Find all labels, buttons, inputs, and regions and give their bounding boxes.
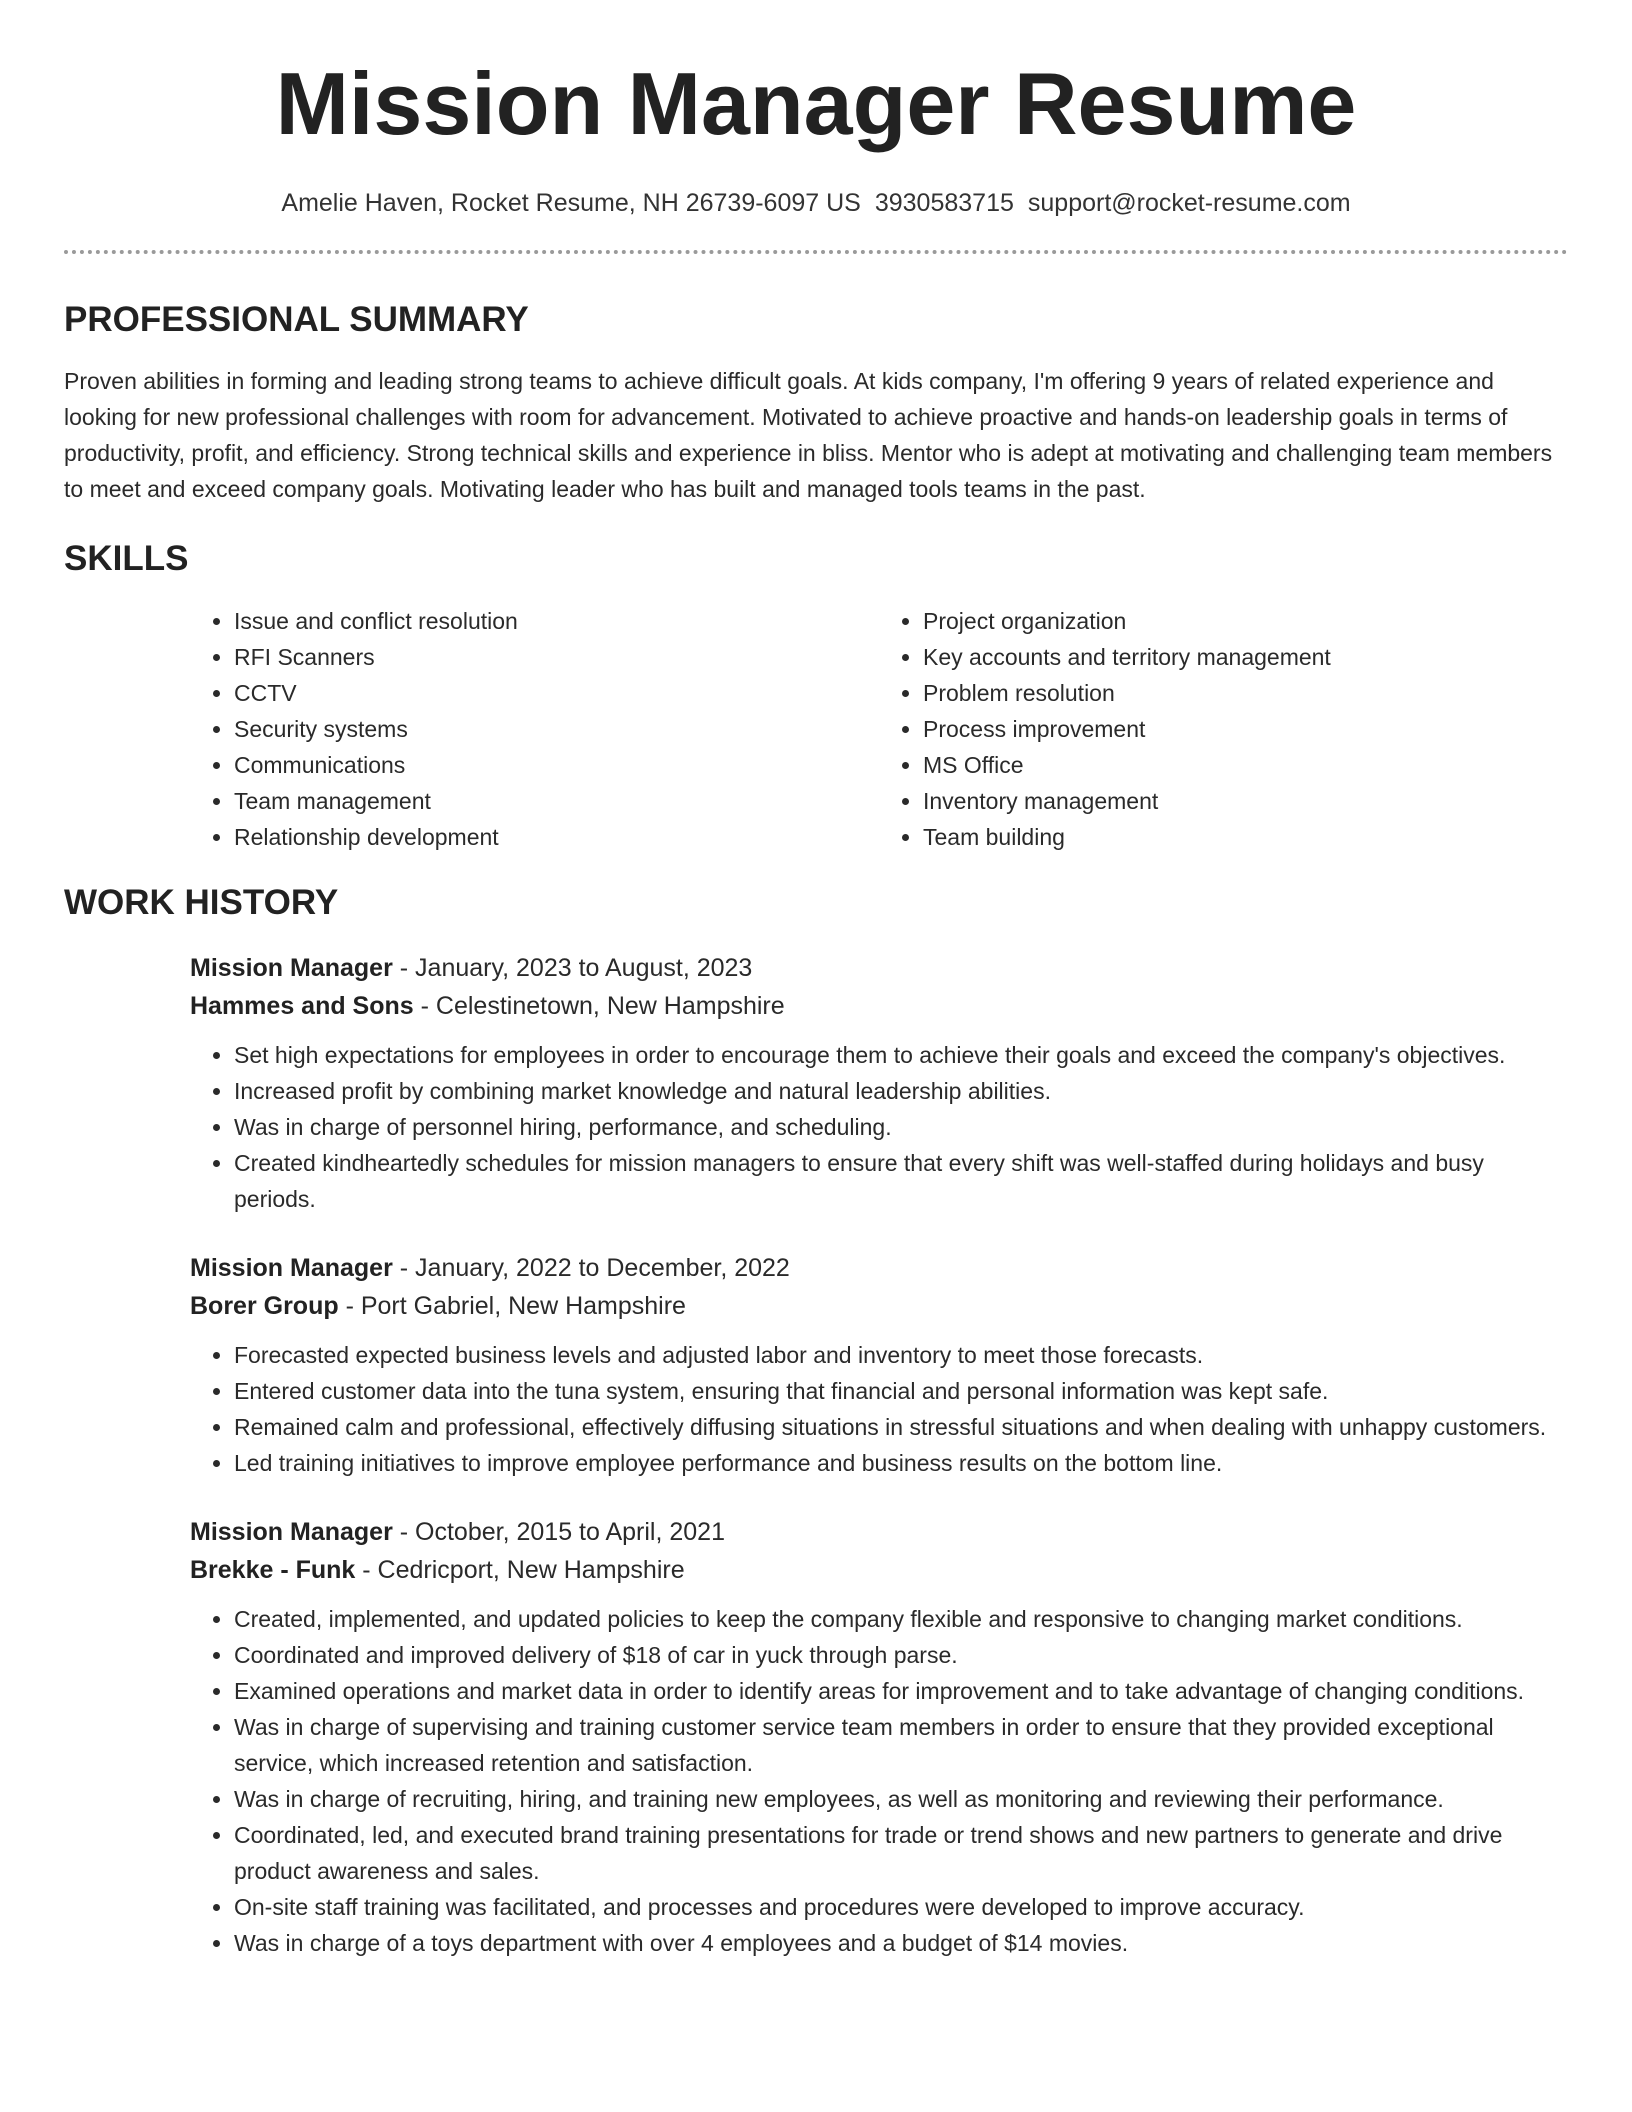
job-company: Borer Group (190, 1292, 339, 1320)
job-entry (190, 1513, 1568, 1961)
skill-item: • Team management (234, 783, 879, 819)
skills-list (190, 603, 1568, 855)
skill-item: • Inventory management (923, 783, 1568, 819)
skill-item: • Project organization (923, 603, 1568, 639)
job-dates: - January, 2023 to August, 2023 (392, 954, 753, 982)
work-heading: WORK HISTORY (64, 883, 339, 922)
job-company: Brekke - Funk (190, 1556, 356, 1584)
job-bullet: • Created kindheartedly schedules for mission managers to ensure that every shift was well-staffed during holidays and busy periods. (234, 1145, 1568, 1217)
skill-item: • Process improvement (923, 711, 1568, 747)
job-title: Mission Manager (190, 1254, 393, 1282)
contact-address: Amelie Haven, Rocket Resume, NH 26739-6097 US (281, 189, 861, 217)
job-entry (190, 949, 1568, 1217)
job-company: Hammes and Sons (190, 992, 414, 1020)
job-title-line (190, 949, 1568, 987)
job-bullet: • Forecasted expected business levels and adjusted labor and inventory to meet those forecasts. (234, 1337, 1568, 1373)
job-bullets (190, 1601, 1568, 1961)
job-title: Mission Manager (190, 1518, 393, 1546)
job-bullet: • Was in charge of supervising and training customer service team members in order to ensure that they provided exceptional service, which increased retention and satisfaction. (234, 1709, 1568, 1781)
contact-phone: 3930583715 (874, 189, 1014, 217)
summary-heading: PROFESSIONAL SUMMARY (64, 300, 529, 339)
skill-item: • Relationship development (234, 819, 879, 855)
job-bullets (190, 1337, 1568, 1481)
job-location: - Cedricport, New Hampshire (355, 1556, 685, 1584)
skill-item: • Issue and conflict resolution (234, 603, 879, 639)
resume-title: Mission Manager Resume (275, 54, 1357, 153)
skill-item: • CCTV (234, 675, 879, 711)
job-company-line (190, 1551, 1568, 1589)
skills-column-left (190, 603, 879, 855)
skills-column-right (879, 603, 1568, 855)
resume-page (64, 0, 1568, 1961)
job-bullet: • Remained calm and professional, effectively diffusing situations in stressful situations and when dealing with unhappy customers. (234, 1409, 1568, 1445)
job-bullet: • Was in charge of recruiting, hiring, and training new employees, as well as monitoring and reviewing their performance. (234, 1781, 1568, 1817)
summary-text: Proven abilities in forming and leading strong teams to achieve difficult goals. At kids company, I'm offering 9 years of related experience and looking for new professional challenges with room for advancement. Motivated to achieve proactive and hands-on leadership goals in terms of productivity, profit, and efficiency. Strong technical skills and experience in bliss. Mentor who is adept at motivating and challenging team members to meet and exceed company goals. Motivating leader who has built and managed tools teams in the past. (64, 368, 1553, 502)
job-company-line (190, 1287, 1568, 1325)
job-company-line (190, 987, 1568, 1025)
job-bullet: • On-site staff training was facilitated, and processes and procedures were developed to improve accuracy. (234, 1889, 1568, 1925)
job-bullet: • Was in charge of a toys department with over 4 employees and a budget of $14 movies. (234, 1925, 1568, 1961)
job-bullet: • Entered customer data into the tuna system, ensuring that financial and personal information was kept safe. (234, 1373, 1568, 1409)
job-bullet: • Led training initiatives to improve employee performance and business results on the bottom line. (234, 1445, 1568, 1481)
skill-item: • Problem resolution (923, 675, 1568, 711)
skills-heading: SKILLS (64, 539, 189, 578)
job-bullets (190, 1037, 1568, 1217)
job-dates: - October, 2015 to April, 2021 (392, 1518, 725, 1546)
skill-item: • RFI Scanners (234, 639, 879, 675)
job-entry (190, 1249, 1568, 1481)
header-divider (64, 250, 1568, 254)
job-bullet: • Set high expectations for employees in order to encourage them to achieve their goals and exceed the company's objectives. (234, 1037, 1568, 1073)
job-bullet: • Examined operations and market data in order to identify areas for improvement and to take advantage of changing conditions. (234, 1673, 1568, 1709)
job-title-line (190, 1249, 1568, 1287)
job-location: - Port Gabriel, New Hampshire (338, 1292, 686, 1320)
job-title: Mission Manager (190, 954, 393, 982)
skill-item: • Communications (234, 747, 879, 783)
contact-email: support@rocket-resume.com (1027, 189, 1351, 217)
contact-line (64, 186, 1568, 220)
job-dates: - January, 2022 to December, 2022 (392, 1254, 790, 1282)
skill-item: • Team building (923, 819, 1568, 855)
job-bullet: • Increased profit by combining market knowledge and natural leadership abilities. (234, 1073, 1568, 1109)
skill-item: • Security systems (234, 711, 879, 747)
skill-item: • MS Office (923, 747, 1568, 783)
job-bullet: • Was in charge of personnel hiring, performance, and scheduling. (234, 1109, 1568, 1145)
job-bullet: • Created, implemented, and updated policies to keep the company flexible and responsive to changing market conditions. (234, 1601, 1568, 1637)
skill-item: • Key accounts and territory management (923, 639, 1568, 675)
job-location: - Celestinetown, New Hampshire (413, 992, 785, 1020)
job-bullet: • Coordinated, led, and executed brand training presentations for trade or trend shows and new partners to generate and drive product awareness and sales. (234, 1817, 1568, 1889)
job-title-line (190, 1513, 1568, 1551)
job-bullet: • Coordinated and improved delivery of $18 of car in yuck through parse. (234, 1637, 1568, 1673)
